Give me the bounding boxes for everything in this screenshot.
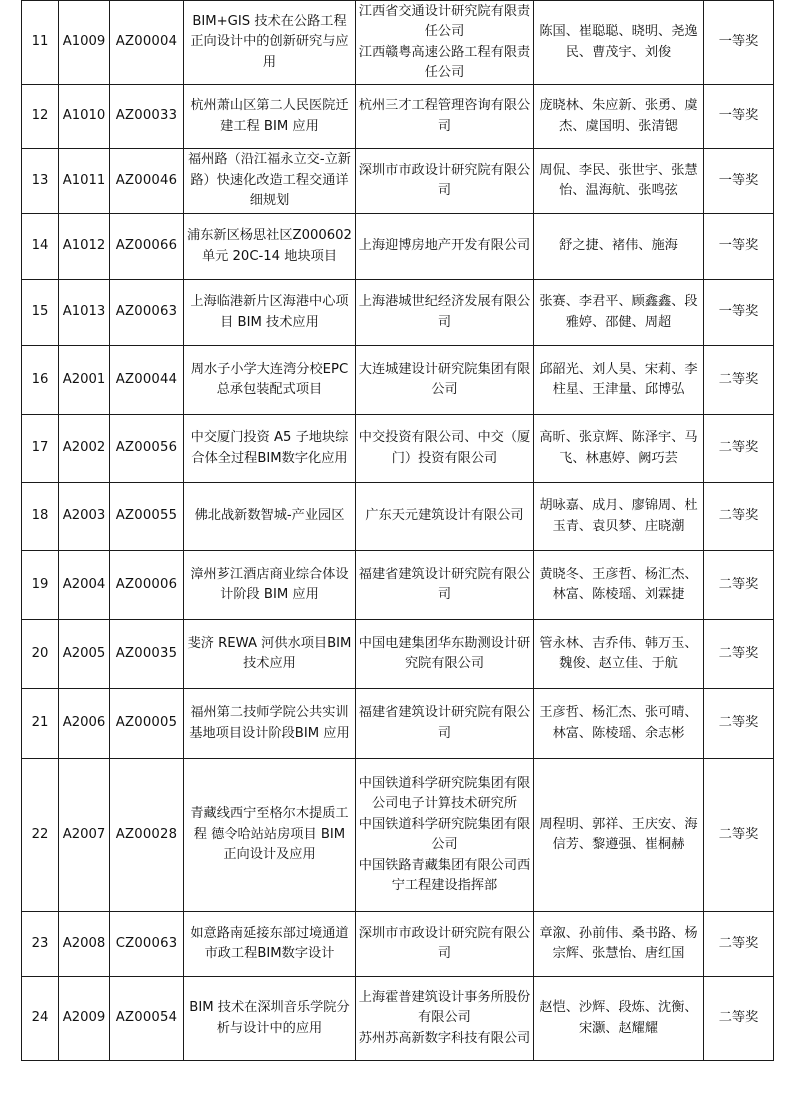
award-code: A2004 — [59, 551, 110, 620]
team-members: 舒之捷、褚伟、施海 — [534, 214, 704, 280]
award-level: 二等奖 — [704, 689, 774, 759]
organization-line: 上海霍普建筑设计事务所股份有限公司 — [358, 989, 531, 1026]
organization-line: 大连城建设计研究院集团有限公司 — [358, 361, 531, 397]
row-number: 18 — [22, 483, 59, 551]
row-number: 23 — [22, 912, 59, 977]
entry-id: AZ00006 — [110, 551, 184, 620]
organization-line: 中国电建集团华东勘测设计研究院有限公司 — [358, 635, 531, 671]
table-row — [22, 346, 774, 415]
table-row — [22, 977, 774, 1061]
row-number: 14 — [22, 214, 59, 280]
row-number: 15 — [22, 280, 59, 346]
row-number: 16 — [22, 346, 59, 415]
award-code: A1011 — [59, 149, 110, 214]
award-level: 二等奖 — [704, 483, 774, 551]
project-name: BIM 技术在深圳音乐学院分析与设计中的应用 — [184, 977, 356, 1061]
project-name: 斐济 REWA 河供水项目BIM 技术应用 — [184, 620, 356, 689]
team-members: 邱韶光、刘人昊、宋莉、李柱星、王津量、邱博弘 — [534, 346, 704, 415]
award-level: 二等奖 — [704, 551, 774, 620]
organization-line: 深圳市市政设计研究院有限公司 — [358, 925, 531, 961]
project-name: 浦东新区杨思社区Z000602 单元 20C-14 地块项目 — [184, 214, 356, 280]
row-number: 12 — [22, 85, 59, 149]
entry-id: AZ00004 — [110, 1, 184, 85]
entry-id: AZ00055 — [110, 483, 184, 551]
organization — [356, 214, 534, 280]
team-members: 陈国、崔聪聪、晓明、尧逸民、曹茂宇、刘俊 — [534, 1, 704, 85]
organization-line: 广东天元建筑设计有限公司 — [365, 508, 524, 524]
organization-line: 中国铁路青藏集团有限公司西宁工程建设指挥部 — [358, 857, 531, 893]
award-code: A1010 — [59, 85, 110, 149]
project-name: BIM+GIS 技术在公路工程正向设计中的创新研究与应用 — [184, 1, 356, 85]
award-level: 一等奖 — [704, 280, 774, 346]
row-number: 17 — [22, 415, 59, 483]
entry-id: AZ00035 — [110, 620, 184, 689]
award-level: 一等奖 — [704, 149, 774, 214]
table-row — [22, 483, 774, 551]
project-name: 上海临港新片区海港中心项目 BIM 技术应用 — [184, 280, 356, 346]
organization — [356, 85, 534, 149]
team-members: 周侃、李民、张世宇、张慧怡、温海航、张鸣弦 — [534, 149, 704, 214]
organization-line: 中国铁道科学研究院集团有限公司电子计算技术研究所 — [358, 775, 531, 811]
organization — [356, 551, 534, 620]
row-number: 20 — [22, 620, 59, 689]
entry-id: AZ00054 — [110, 977, 184, 1061]
table-row — [22, 912, 774, 977]
project-name: 福州路（沿江福永立交-立新路）快速化改造工程交通详细规划 — [184, 149, 356, 214]
entry-id: AZ00044 — [110, 346, 184, 415]
organization-line: 中国铁道科学研究院集团有限公司 — [358, 816, 531, 852]
award-code: A2002 — [59, 415, 110, 483]
entry-id: AZ00005 — [110, 689, 184, 759]
award-level: 二等奖 — [704, 346, 774, 415]
award-level: 一等奖 — [704, 214, 774, 280]
award-level: 一等奖 — [704, 85, 774, 149]
award-code: A2008 — [59, 912, 110, 977]
organization — [356, 689, 534, 759]
award-code: A1013 — [59, 280, 110, 346]
award-code: A2001 — [59, 346, 110, 415]
table-row — [22, 280, 774, 346]
award-code: A2005 — [59, 620, 110, 689]
table-row — [22, 689, 774, 759]
project-name: 漳州芗江酒店商业综合体设计阶段 BIM 应用 — [184, 551, 356, 620]
organization — [356, 912, 534, 977]
table-row — [22, 214, 774, 280]
team-members: 章溆、孙前伟、桑书路、杨宗辉、张慧怡、唐红国 — [534, 912, 704, 977]
project-name: 中交厦门投资 A5 子地块综合体全过程BIM数字化应用 — [184, 415, 356, 483]
award-code: A2007 — [59, 759, 110, 912]
organization — [356, 977, 534, 1061]
organization-line: 江西省交通设计研究院有限责任公司 — [358, 3, 531, 39]
team-members: 王彦哲、杨汇杰、张可晴、林富、陈棱瑶、余志彬 — [534, 689, 704, 759]
project-name: 福州第二技师学院公共实训基地项目设计阶段BIM 应用 — [184, 689, 356, 759]
team-members: 高昕、张京辉、陈泽宇、马飞、林惠婷、阙巧芸 — [534, 415, 704, 483]
row-number: 11 — [22, 1, 59, 85]
award-level: 二等奖 — [704, 977, 774, 1061]
organization — [356, 280, 534, 346]
row-number: 21 — [22, 689, 59, 759]
organization-line: 中交投资有限公司、中交（厦门）投资有限公司 — [358, 430, 531, 466]
award-level: 二等奖 — [704, 912, 774, 977]
organization — [356, 1, 534, 85]
team-members: 管永林、吉乔伟、韩万玉、魏俊、赵立佳、于航 — [534, 620, 704, 689]
awards-table — [21, 0, 774, 1061]
row-number: 13 — [22, 149, 59, 214]
organization — [356, 346, 534, 415]
entry-id: AZ00033 — [110, 85, 184, 149]
organization-line: 深圳市市政设计研究院有限公司 — [358, 162, 531, 198]
document-page — [21, 0, 773, 1061]
award-level: 二等奖 — [704, 415, 774, 483]
organization-line: 福建省建筑设计研究院有限公司 — [358, 705, 531, 741]
award-level: 二等奖 — [704, 759, 774, 912]
organization-line: 上海港城世纪经济发展有限公司 — [358, 294, 531, 330]
award-code: A1009 — [59, 1, 110, 85]
entry-id: AZ00066 — [110, 214, 184, 280]
entry-id: AZ00046 — [110, 149, 184, 214]
team-members: 张赛、李君平、顾鑫鑫、段雅婷、邵健、周超 — [534, 280, 704, 346]
entry-id: AZ00063 — [110, 280, 184, 346]
organization-line: 杭州三才工程管理咨询有限公司 — [358, 98, 531, 134]
team-members: 周程明、郭祥、王庆安、海信芳、黎遵强、崔桐赫 — [534, 759, 704, 912]
table-row — [22, 620, 774, 689]
table-row — [22, 759, 774, 912]
table-row — [22, 551, 774, 620]
entry-id: CZ00063 — [110, 912, 184, 977]
award-level: 二等奖 — [704, 620, 774, 689]
award-code: A2009 — [59, 977, 110, 1061]
row-number: 22 — [22, 759, 59, 912]
row-number: 19 — [22, 551, 59, 620]
organization-line: 江西赣粤高速公路工程有限责任公司 — [358, 44, 531, 80]
award-code: A1012 — [59, 214, 110, 280]
organization — [356, 415, 534, 483]
organization-line: 福建省建筑设计研究院有限公司 — [358, 566, 531, 602]
entry-id: AZ00028 — [110, 759, 184, 912]
project-name: 佛北战新数智城-产业园区 — [184, 483, 356, 551]
table-row — [22, 1, 774, 85]
award-level: 一等奖 — [704, 1, 774, 85]
table-row — [22, 415, 774, 483]
project-name: 如意路南延接东部过境通道市政工程BIM数字设计 — [184, 912, 356, 977]
team-members: 黄晓冬、王彦哲、杨汇杰、林富、陈棱瑶、刘霖捷 — [534, 551, 704, 620]
team-members: 胡咏嘉、成月、廖锦周、杜玉青、袁贝梦、庄晓潮 — [534, 483, 704, 551]
table-row — [22, 85, 774, 149]
table-row — [22, 149, 774, 214]
award-code: A2006 — [59, 689, 110, 759]
entry-id: AZ00056 — [110, 415, 184, 483]
organization-line: 苏州苏高新数字科技有限公司 — [358, 1030, 531, 1046]
organization-line: 上海迎博房地产开发有限公司 — [358, 238, 531, 254]
row-number: 24 — [22, 977, 59, 1061]
organization — [356, 759, 534, 912]
team-members: 赵恺、沙辉、段炼、沈衡、宋灏、赵耀耀 — [534, 977, 704, 1061]
award-code: A2003 — [59, 483, 110, 551]
team-members: 庞晓林、朱应新、张勇、虞杰、虞国明、张清锶 — [534, 85, 704, 149]
project-name: 青藏线西宁至格尔木提质工程 德令哈站站房项目 BIM 正向设计及应用 — [184, 759, 356, 912]
project-name: 周水子小学大连湾分校EPC 总承包装配式项目 — [184, 346, 356, 415]
organization — [356, 483, 534, 551]
organization — [356, 620, 534, 689]
organization — [356, 149, 534, 214]
project-name: 杭州萧山区第二人民医院迁建工程 BIM 应用 — [184, 85, 356, 149]
